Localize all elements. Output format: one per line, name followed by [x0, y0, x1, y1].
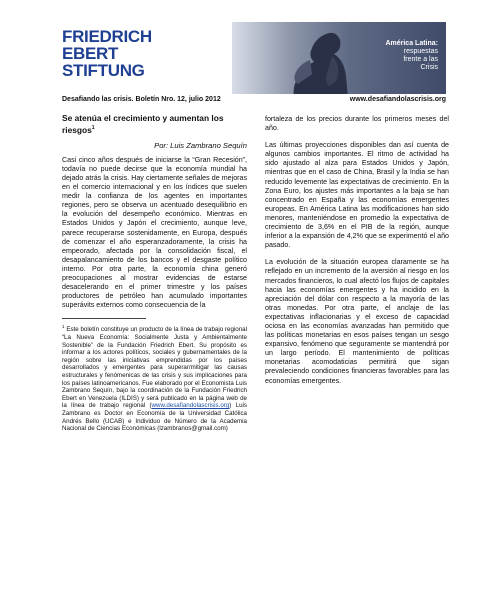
friedrich-ebert-stiftung-logo [62, 28, 222, 94]
banner-title: América Latina: [385, 40, 438, 47]
footnote-marker: 1 [62, 324, 65, 330]
logo-line-2: EBERT [62, 44, 119, 63]
article-title-text: Se atenúa el crecimiento y aumentan los riesgos [62, 113, 224, 135]
footnote-divider [62, 318, 146, 319]
thinker-statue-image [274, 26, 366, 94]
website-url: www.desafiandolascrisis.org [349, 96, 446, 103]
body-paragraph: Las últimas proyecciones disponibles dan así cuenta de algunos cambios importantes. El ritmo de actividad ha sido ajustado al alza para Estados Unidos y Japón, mientras que en el caso de China, Brasil y la India se han reducido levemente las expectativas de crecimiento. En la Zona Euro, los ajustes más importantes a la baja se han concentrado en España y las economías emergentes europeas. En América Latina las modificaciones han sido menores, manteniéndose en promedio la expectativa de crecimiento de 3,6% en el PIB de la región, aunque inferior a la expansión de 4,2% que se experimentó el año pasado. [265, 141, 449, 250]
footnote-text-continued: ) Luis Zambrano es Doctor en Economía de la Universidad Católica Andrés Bello (UCAB) e Individuo de Número de la Academia Nacional de Ciencias Económicas (lzambranos@gmail.com) [62, 402, 247, 433]
banner-caption [358, 40, 438, 72]
issue-line [62, 96, 446, 108]
logo-line-3: STIFTUNG [62, 61, 145, 80]
banner-subtitle-line: frente a las [403, 56, 438, 63]
footnote-text: Este boletín constituye un producto de la línea de trabajo regional “La Nueva Economía: Socialmente Justa y Ambientalmente Sostenible” de la Fundación Friedrich Ebert. Su propósito es informar a los actores políticos, sociales y gubernamentales de la región sobre las iniciativas emprendidas por los países desarrollados y emergentes para superar/mitigar las causas estructurales y fenómenicas de las crisis y sus implicaciones para los países latinoamericanos. Fue elaborado por el Economista Luis Zambrano Sequín, bajo la coordinación de la Fundación Friedrich Ebert en Venezuela (ILDIS) y será publicado en la página web de la línea de trabajo regional ( [62, 326, 247, 410]
header [62, 22, 446, 94]
article-author: Por: Luis Zambrano Sequín [154, 140, 247, 150]
footnote-link[interactable]: www.desafiandolascrisis.org [151, 402, 230, 410]
banner-subtitle-line: respuestas [403, 48, 438, 55]
left-column [62, 113, 247, 433]
footnote-ref: 1 [91, 125, 95, 131]
article-title [62, 113, 247, 135]
right-column [265, 115, 449, 394]
banner-subtitle-line: Crisis [420, 64, 438, 71]
header-banner [232, 22, 446, 94]
issue-info: Desafiando las crisis. Boletín Nro. 12, julio 2012 [62, 96, 221, 103]
body-paragraph: Casi cinco años después de iniciarse la “Gran Recesión”, todavía no puede decirse que la economía mundial ha dejado atrás la crisis. Hay ciertamente señales de mejoras en el comercio internacional y en los índices que suelen medir la confianza de los agentes en importantes regiones, pero se observa un acentuado desequilibrio en la evolución del desempeño económico. Mientras en Estados Unidos y Japón el crecimiento, aunque leve, parece recuperarse sostenidamente, en Europa, después de comenzar el año esperanzadoramente, la crisis ha empeorado, afectada por la consolidación fiscal, el desapalancamiento de los bancos y el desgaste político interno. Por otra parte, la economía china generó preocupaciones al mostrar evidencias de estarse desacelerando en el primer trimestre y los países productores de petróleo han acumulado importantes superávits externos como consecuencia de la [62, 155, 247, 310]
body-paragraph: La evolución de la situación europea claramente se ha reflejado en un incremento de la aversión al riesgo en los mercados financieros, lo cual afectó los flujos de capitales hacia las economías emergentes y ha incidido en la apreciación del dólar con respecto a la mayoría de las otras monedas. Por otra parte, el anclaje de las expectativas inflacionarias y el exceso de capacidad ociosa en las economías avanzadas han permitido que las políticas monetarias en esos países tengan un sesgo expansivo, fenómeno que seguramente se mantendrá por un largo período. El mantenimiento de políticas monetarias acomodaticias permitirá que sigan prevaleciendo condiciones financieras favorables para las economías emergentes. [265, 258, 449, 385]
footnote [62, 323, 247, 432]
body-paragraph: fortaleza de los precios durante los primeros meses del año. [265, 115, 449, 133]
logo-line-1: FRIEDRICH [62, 27, 152, 46]
